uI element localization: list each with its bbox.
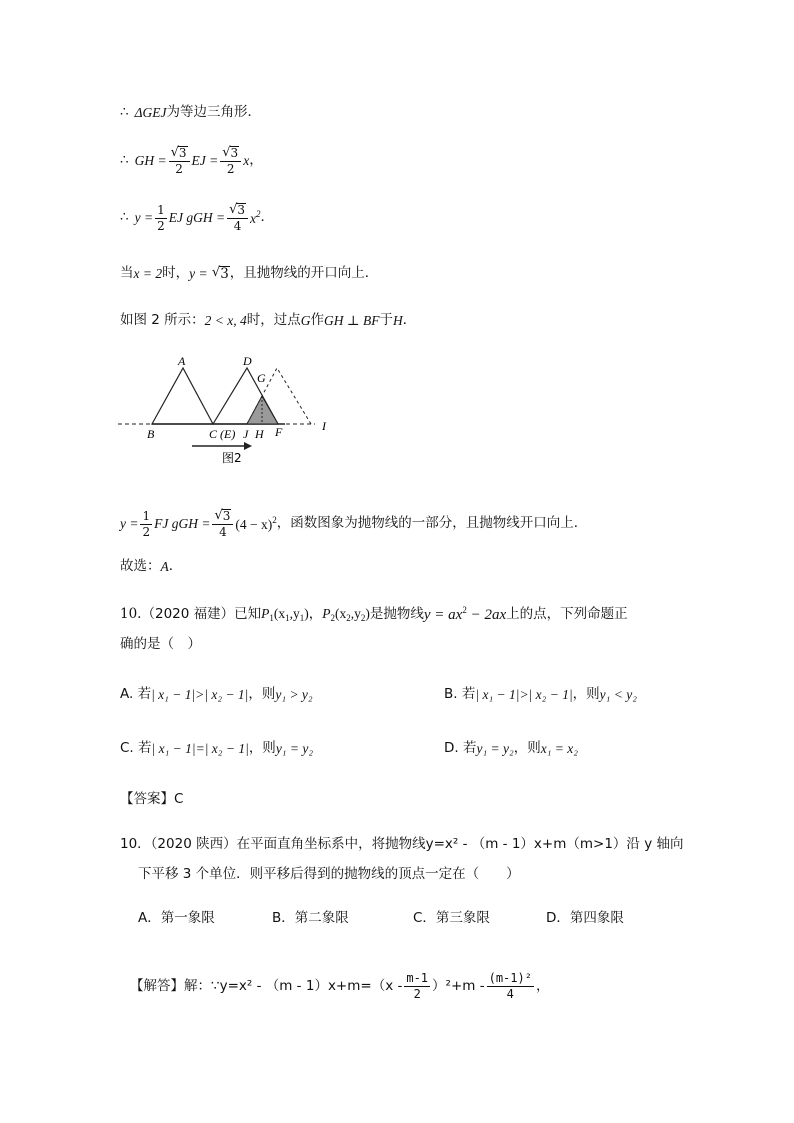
figure-2 <box>110 350 340 470</box>
label-a: A <box>178 354 186 368</box>
fraction: √ 3 2 <box>169 146 190 176</box>
question-10-shaanxi <box>120 838 684 852</box>
text: 作 <box>310 312 325 328</box>
option-expression: | x₁ − 1|>| x₂ − 1| <box>475 687 573 702</box>
option-result: y₁ < y₂ <box>599 687 637 702</box>
option-result: x₁ = x₂ <box>540 741 578 756</box>
fraction: $\frac{m-1}{2}$ <box>406 971 429 1002</box>
perpendicular: GH ⊥ BF <box>324 313 380 328</box>
punctuation: ， <box>249 152 263 169</box>
label-c: C <box>209 427 218 441</box>
option-expression: | x₁ − 1|>| x₂ − 1| <box>151 687 249 702</box>
option-label: A. 若 <box>120 686 152 702</box>
parabola-equation: $y = ax^2 - 2ax$ <box>423 605 507 623</box>
option-text: D．第四象限 <box>546 910 624 926</box>
therefore-symbol: ∴ <box>120 209 129 226</box>
solution-line <box>130 972 549 1001</box>
option-label: B. 若 <box>444 686 476 702</box>
question-text: 10．（2020 陕西）在平面直角坐标系中，将抛物线y=x² - （m - 1）x+m（m>1）沿 y 轴向 <box>120 836 684 852</box>
label-j: J <box>243 427 249 441</box>
option-c <box>120 742 313 756</box>
text: 故选： <box>120 558 161 574</box>
question-text: 下平移 3 个单位．则平移后得到的抛物线的顶点一定在（ ） <box>138 866 520 882</box>
answer-text: 【答案】C <box>120 791 184 807</box>
option-a <box>120 688 313 702</box>
text: 当 <box>120 264 134 281</box>
figure-caption: 图2 <box>222 451 242 465</box>
mid-expression: EJ = <box>191 153 219 169</box>
option-result: y₁ = y₂ <box>275 741 314 756</box>
label-d: D <box>243 354 252 368</box>
text: ． <box>168 558 183 574</box>
sqrt-value: √ 3 <box>211 265 229 282</box>
option-text: A．第一象限 <box>138 910 215 926</box>
therefore-symbol: ∴ <box>120 104 129 120</box>
fraction: $\frac{\text{(m-1)²}}{4}$ <box>488 971 532 1002</box>
parenthesis-term: $(4 - x)^2$ <box>235 515 277 533</box>
text: 时，过点 <box>246 312 301 328</box>
therefore-symbol: ∴ <box>120 152 129 169</box>
question-number: 10. <box>120 605 142 622</box>
text: ，则 <box>513 740 541 756</box>
condition: 2 < x, 4 <box>204 313 247 328</box>
answer-line <box>120 793 183 807</box>
lhs: y = <box>134 210 154 226</box>
point-label: G <box>300 313 311 328</box>
fraction: √ 3 2 <box>220 146 241 176</box>
fraction: $\frac{1}{2}$ <box>142 508 151 539</box>
line-equilateral <box>120 106 261 120</box>
text: ，且抛物线的开口向上． <box>229 264 379 281</box>
option-result: y₁ > y₂ <box>275 687 313 702</box>
mid-expression: FJ gGH = <box>154 516 211 532</box>
option-b-quadrant <box>272 912 349 926</box>
text: （2020 福建）已知 <box>141 605 262 622</box>
text: 是抛物线 <box>369 605 424 622</box>
option-d-quadrant <box>546 912 624 926</box>
line-text: 为等边三角形． <box>166 104 262 120</box>
equation: y = <box>189 265 208 281</box>
lhs: GH = <box>134 153 167 169</box>
option-d <box>444 742 578 756</box>
line-y-fj-formula <box>120 509 587 539</box>
label-h: H <box>255 427 264 441</box>
fraction: √ 3 4 <box>212 509 233 539</box>
fraction: √ 3 4 <box>227 203 248 233</box>
text: 上的点，下列命题正 <box>506 605 628 622</box>
mid-expression: EJ gGH = <box>168 210 226 226</box>
label-g: G <box>257 371 266 385</box>
triangle-name: ΔGEJ <box>134 105 167 120</box>
label-e: (E) <box>220 427 236 441</box>
question-10-fujian <box>120 606 628 623</box>
label-b: B <box>147 427 155 441</box>
option-expression: y₁ = y₂ <box>476 741 514 756</box>
text: ，函数图象为抛物线的一部分，且抛物线开口向上． <box>276 515 588 532</box>
text: 时， <box>162 264 190 281</box>
text: ，则 <box>572 686 600 702</box>
question-10-fujian-cont <box>120 638 201 652</box>
option-label: C. 若 <box>120 740 152 756</box>
punctuation: ， <box>535 977 550 994</box>
text: 确的是（ ） <box>120 636 201 652</box>
option-b <box>444 688 637 702</box>
text: ． <box>402 312 417 328</box>
line-choose <box>120 560 182 574</box>
line-y-formula <box>120 203 274 233</box>
text: ，则 <box>248 740 276 756</box>
line-figure-2-intro <box>120 314 416 328</box>
point-label: H <box>392 313 403 328</box>
point-p1: $P_1(x_1,y_1)$ <box>261 605 309 623</box>
variable: x <box>243 153 250 169</box>
question-10-shaanxi-cont <box>138 868 520 882</box>
label-f: F <box>275 425 283 439</box>
fraction: $\frac{1}{2}$ <box>157 202 165 233</box>
option-text: C．第三象限 <box>413 910 490 926</box>
triangle-abc <box>152 368 213 424</box>
option-a-quadrant <box>138 912 215 926</box>
variable: $x^2$ <box>250 209 261 227</box>
option-c-quadrant <box>413 912 490 926</box>
point-p2: $P_2(x_2,y_2)$ <box>322 605 370 623</box>
punctuation: ． <box>260 209 275 226</box>
punctuation: ， <box>308 605 323 622</box>
option-label: D. 若 <box>444 740 477 756</box>
lhs: y = <box>120 516 139 532</box>
text: 如图 2 所示： <box>120 312 205 328</box>
answer-letter: A <box>160 559 169 574</box>
text: 于 <box>379 312 393 328</box>
option-text: B．第二象限 <box>272 910 349 926</box>
text: ，则 <box>248 686 276 702</box>
arrow-head-icon <box>244 442 252 450</box>
option-expression: | x₁ − 1|=| x₂ − 1| <box>151 741 249 756</box>
solution-text: 【解答】解：∵y=x² - （m - 1）x+m=（x - <box>130 977 403 994</box>
line-when-x-2 <box>120 266 378 281</box>
line-gh-formula <box>120 146 263 176</box>
condition: x = 2 <box>133 265 163 281</box>
solution-text: ）²+m - <box>432 977 485 994</box>
label-i: I <box>322 419 326 433</box>
